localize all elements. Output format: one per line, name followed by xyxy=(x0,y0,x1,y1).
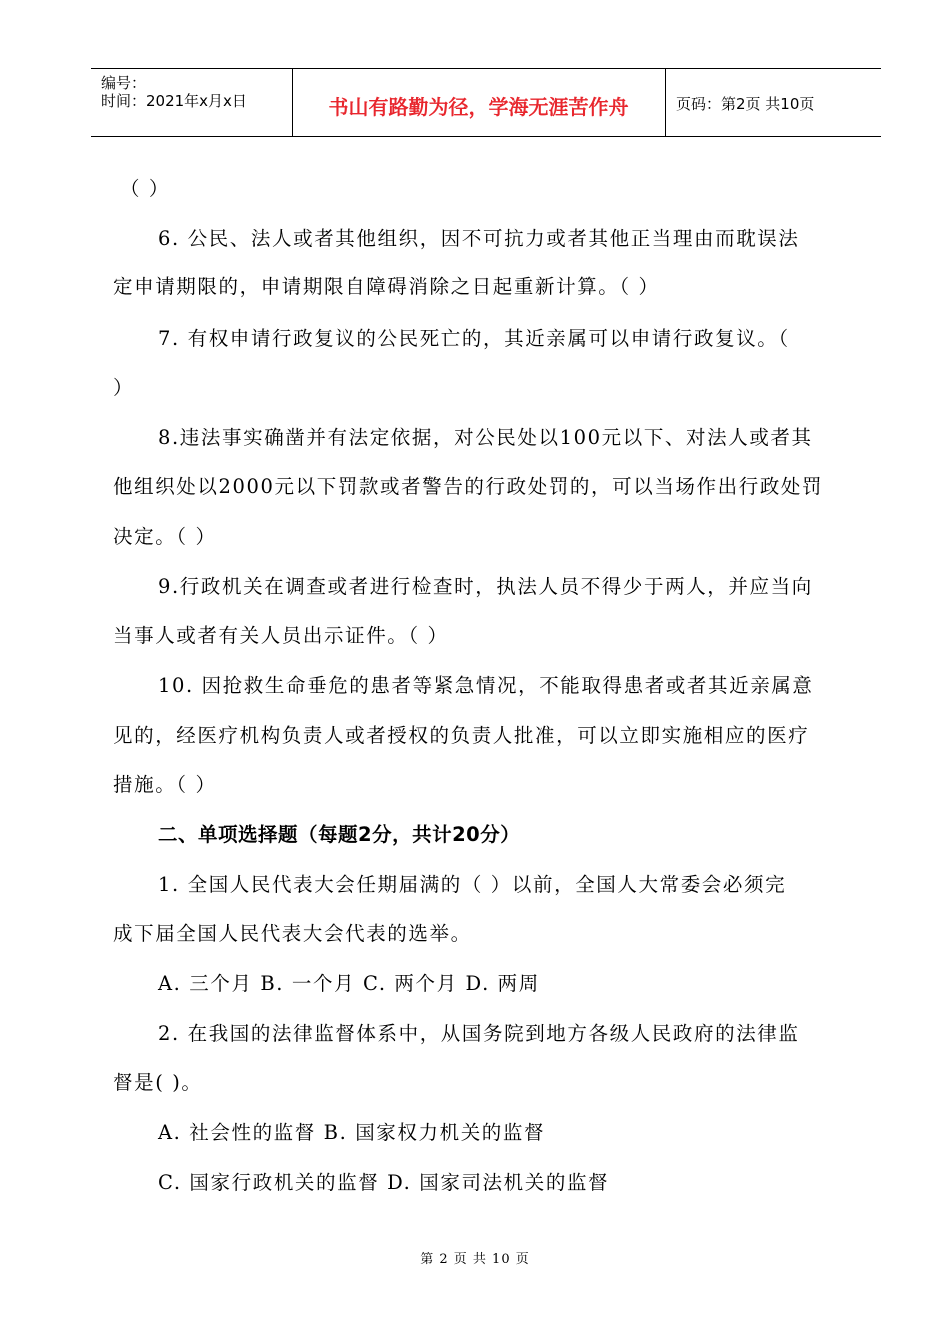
options-line: C. 国家行政机关的监督 D. 国家司法机关的监督 xyxy=(158,1171,610,1194)
text-line: 督是( )。 xyxy=(113,1071,203,1094)
header-motto-cell xyxy=(292,69,666,136)
text-line: 措施。（ ） xyxy=(113,773,217,796)
document-time-label: 时间：2021年x月x日 xyxy=(101,92,247,110)
text-line: 8.违法事实确凿并有法定依据，对公民处以100元以下、对法人或者其 xyxy=(158,426,813,449)
text-line: 见的，经医疗机构负责人或者授权的负责人批准，可以立即实施相应的医疗 xyxy=(113,724,810,747)
header-info-cell xyxy=(91,69,293,136)
text-line: （ ） xyxy=(120,177,170,200)
header-motto: 书山有路勤为径，学海无涯苦作舟 xyxy=(328,95,629,119)
text-line: 9.行政机关在调查或者进行检查时，执法人员不得少于两人，并应当向 xyxy=(158,575,813,598)
header-page-cell xyxy=(666,69,881,136)
text-line: 6. 公民、法人或者其他组织，因不可抗力或者其他正当理由而耽误法 xyxy=(158,227,800,250)
document-header xyxy=(91,68,881,137)
options-line: A. 三个月 B. 一个月 C. 两个月 D. 两周 xyxy=(158,972,540,995)
document-number-label: 编号： xyxy=(101,74,147,92)
text-line: 2. 在我国的法律监督体系中，从国务院到地方各级人民政府的法律监 xyxy=(158,1022,800,1045)
section-heading: 二、单项选择题（每题2分，共计20分） xyxy=(158,823,521,846)
text-line: 成下届全国人民代表大会代表的选举。 xyxy=(113,922,472,945)
text-line: ） xyxy=(113,376,135,399)
text-line: 1. 全国人民代表大会任期届满的（ ）以前，全国人大常委会必须完 xyxy=(158,873,787,896)
text-line: 10. 因抢救生命垂危的患者等紧急情况，不能取得患者或者其近亲属意 xyxy=(158,674,814,697)
text-line: 当事人或者有关人员出示证件。（ ） xyxy=(113,624,449,647)
header-page-code: 页码：第2页 共10页 xyxy=(676,95,815,113)
text-line: 7. 有权申请行政复议的公民死亡的，其近亲属可以申请行政复议。（ xyxy=(158,327,790,350)
text-line: 定申请期限的，申请期限自障碍消除之日起重新计算。（ ） xyxy=(113,275,660,298)
options-line: A. 社会性的监督 B. 国家权力机关的监督 xyxy=(158,1121,546,1144)
text-line: 他组织处以2000元以下罚款或者警告的行政处罚的，可以当场作出行政处罚 xyxy=(113,475,824,498)
page-footer: 第 2 页 共 10 页 xyxy=(420,1252,530,1267)
text-line: 决定。（ ） xyxy=(113,525,217,548)
